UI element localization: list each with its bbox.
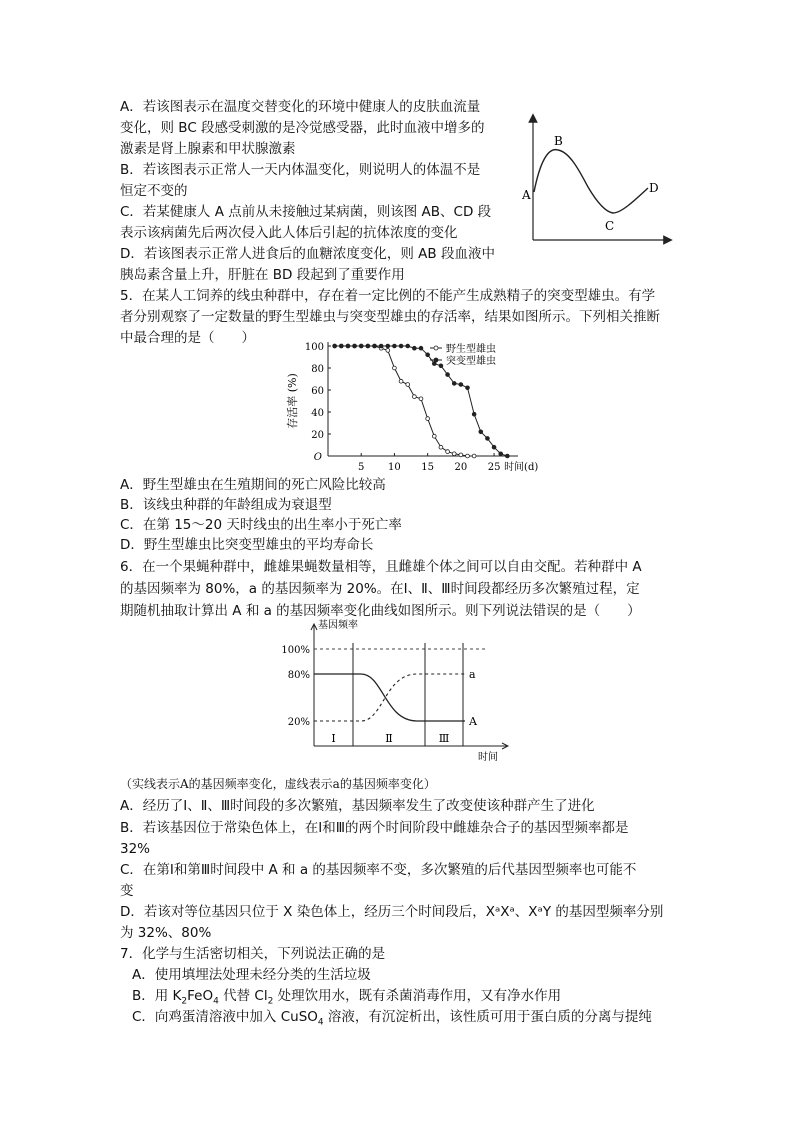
survival-point — [339, 344, 343, 348]
survival-point — [466, 454, 470, 458]
legend-label-1: 突变型雄虫 — [446, 356, 496, 367]
q4-option-a-line3: 激素是肾上腺素和甲状腺激素 — [120, 141, 296, 157]
q4-option-b-line1: B．若该图表示正常人一天内体温变化，则说明人的体温不是 — [120, 162, 481, 178]
q7-option-c: C．向鸡蛋清溶液中加入 CuSO$_4$ 溶液，有沉淀析出，该性质可用于蛋白质的分离与提纯 — [132, 1009, 652, 1028]
survival-point — [399, 344, 403, 348]
q5-stem-line1: 5．在某人工饲养的线虫种群中，存在着一定比例的不能产生成熟精子的突变型雄虫。有学 — [120, 288, 656, 304]
q4-label-d: D — [649, 181, 659, 195]
survival-point — [386, 344, 390, 348]
survival-point — [459, 453, 463, 457]
survival-point — [426, 353, 430, 357]
q5-option-a: A．野生型雄虫在生殖期间的死亡风险比较高 — [120, 477, 386, 493]
survival-point — [446, 450, 450, 454]
survival-point — [505, 454, 509, 458]
survival-point — [486, 437, 490, 441]
survival-point — [399, 379, 403, 383]
survival-x-tick-label: 5 — [358, 462, 365, 473]
q4-option-c-line1: C．若某健康人 A 点前从未接触过某病菌，则该图 AB、CD 段 — [120, 204, 492, 220]
gene-series-A-label: A — [469, 715, 477, 728]
survival-point — [492, 445, 496, 449]
survival-point — [452, 452, 456, 456]
gene-tick-80: 80% — [287, 670, 310, 681]
gene-series-a — [314, 674, 465, 721]
survival-point — [373, 344, 377, 348]
q4-option-c-line2: 表示该病菌先后两次侵入此人体后引起的抗体浓度的变化 — [120, 225, 458, 241]
q5-stem-line2: 者分别观察了一定数量的野生型雄虫与突变型雄虫的存活率，结果如图所示。下列相关推断 — [120, 309, 660, 325]
q6-option-b-line1: B．若该基因位于常染色体上，在Ⅰ和Ⅲ的两个时间阶段中雌雄杂合子的基因型频率都是 — [120, 820, 629, 836]
q6-stem-line3: 期随机抽取计算出 A 和 a 的基因频率变化曲线如图所示。则下列说法错误的是（ ） — [120, 603, 641, 619]
survival-point — [432, 434, 436, 438]
survival-y-tick-label: 60 — [311, 386, 324, 397]
survival-y-tick-label: 40 — [311, 408, 324, 419]
survival-point — [439, 445, 443, 449]
q4-curve — [534, 150, 648, 213]
survival-point — [472, 412, 476, 416]
q6-stem-line1: 6．在一个果蝇种群中，雌雄果蝇数量相等，且雌雄个体之间可以自由交配。若种群中 A — [120, 559, 642, 575]
survival-point — [419, 397, 423, 401]
gene-period-label-2: Ⅲ — [438, 732, 450, 745]
gene-period-label-1: Ⅱ — [385, 732, 393, 745]
gene-series-a-label: a — [469, 668, 476, 681]
survival-point — [359, 344, 363, 348]
q4-option-a-line2: 变化，则 BC 段感受刺激的是冷觉感受器，此时血液中增多的 — [120, 120, 485, 136]
survival-rate-chart — [284, 334, 539, 476]
survival-point — [346, 344, 350, 348]
q5-option-c: C．在第 15～20 天时线虫的出生率小于死亡率 — [120, 517, 402, 533]
q6-option-b-line2: 32% — [120, 841, 151, 857]
q5-stem-line3: 中最合理的是（ ） — [120, 330, 255, 346]
survival-point — [419, 346, 423, 350]
q7-option-a: A．使用填埋法处理未经分类的生活垃圾 — [132, 967, 371, 983]
survival-point — [472, 454, 476, 458]
survival-point — [412, 346, 416, 350]
q6-option-c-line1: C．在第Ⅰ和第Ⅲ时间段中 A 和 a 的基因频率不变，多次繁殖的后代基因型频率也可能不 — [120, 862, 637, 878]
survival-y-tick-label: 100 — [304, 342, 324, 353]
q6-chart-note: （实线表示A的基因频率变化，虚线表示a的基因频率变化） — [120, 777, 436, 791]
q4-label-a: A — [522, 188, 531, 202]
survival-point — [479, 430, 483, 434]
survival-y-tick-label: 20 — [311, 430, 324, 441]
q6-option-d-line2: 为 32%、80% — [120, 925, 212, 941]
q4-label-c: C — [605, 219, 615, 233]
legend-marker — [434, 358, 438, 362]
survival-x-tick-label: 20 — [454, 462, 468, 473]
survival-x-tick-label: 25 — [487, 462, 501, 473]
legend-label-0: 野生型雄虫 — [446, 344, 496, 355]
survival-point — [466, 386, 470, 390]
gene-series-A — [314, 674, 465, 721]
survival-point — [406, 383, 410, 387]
survival-point — [426, 417, 430, 421]
q5-option-d: D．野生型雄虫比突变型雄虫的平均寿命长 — [120, 537, 374, 553]
survival-point — [393, 366, 397, 370]
gene-period-label-0: Ⅰ — [331, 732, 336, 745]
survival-y-axis-label: 存活率 (%) — [286, 373, 299, 429]
q4-option-d-line2: 胰岛素含量上升，肝脏在 BD 段起到了重要作用 — [120, 267, 405, 283]
q4-option-a-line1: A．若该图表示在温度交替变化的环境中健康人的皮肤血流量 — [120, 99, 481, 115]
survival-point — [452, 382, 456, 386]
q4-curve-figure — [518, 112, 678, 252]
survival-origin-label: O — [313, 452, 322, 463]
survival-x-axis-label: 时间(d) — [504, 462, 539, 473]
gene-y-axis-label: 基因频率 — [318, 620, 358, 631]
q6-option-a: A．经历了Ⅰ、Ⅱ、Ⅲ时间段的多次繁殖，基因频率发生了改变使该种群产生了进化 — [120, 798, 595, 814]
q7-option-b: B．用 $K_2FeO_4$ 代替 $Cl_2$ 处理饮用水，既有杀菌消毒作用，又有净水作用 — [132, 988, 562, 1007]
gene-tick-100: 100% — [281, 645, 310, 656]
survival-point — [379, 344, 383, 348]
survival-point — [459, 383, 463, 387]
survival-point — [412, 395, 416, 399]
gene-frequency-chart — [276, 616, 516, 766]
survival-point — [366, 344, 370, 348]
q7-stem: 7．化学与生活密切相关，下列说法正确的是 — [120, 946, 386, 962]
gene-tick-20: 20% — [287, 717, 310, 728]
q5-option-b: B．该线虫种群的年龄组成为衰退型 — [120, 497, 332, 513]
q4-option-b-line2: 恒定不变的 — [120, 183, 188, 199]
survival-point — [386, 349, 390, 353]
legend-marker — [434, 346, 438, 350]
survival-point — [333, 344, 337, 348]
q4-option-d-line1: D．若该图表示正常人进食后的血糖浓度变化，则 AB 段血液中 — [120, 246, 495, 262]
q4-label-b: B — [554, 134, 563, 148]
survival-x-tick-label: 10 — [388, 462, 401, 473]
survival-point — [406, 344, 410, 348]
survival-point — [393, 344, 397, 348]
survival-point — [446, 373, 450, 377]
gene-x-axis-label: 时间 — [478, 752, 498, 763]
q6-option-d-line1: D．若该对等位基因只位于 X 染色体上，经历三个时间段后，XᵃXᵃ、XᵃY 的基因型频率分别 — [120, 904, 664, 920]
q6-option-c-line2: 变 — [120, 883, 134, 899]
survival-point — [439, 364, 443, 368]
survival-point — [499, 452, 503, 456]
survival-point — [353, 344, 357, 348]
survival-y-tick-label: 80 — [311, 364, 324, 375]
survival-x-tick-label: 15 — [421, 462, 435, 473]
q6-stem-line2: 的基因频率为 80%，a 的基因频率为 20%。在Ⅰ、Ⅱ、Ⅲ时间段都经历多次繁殖过程，定 — [120, 581, 640, 597]
